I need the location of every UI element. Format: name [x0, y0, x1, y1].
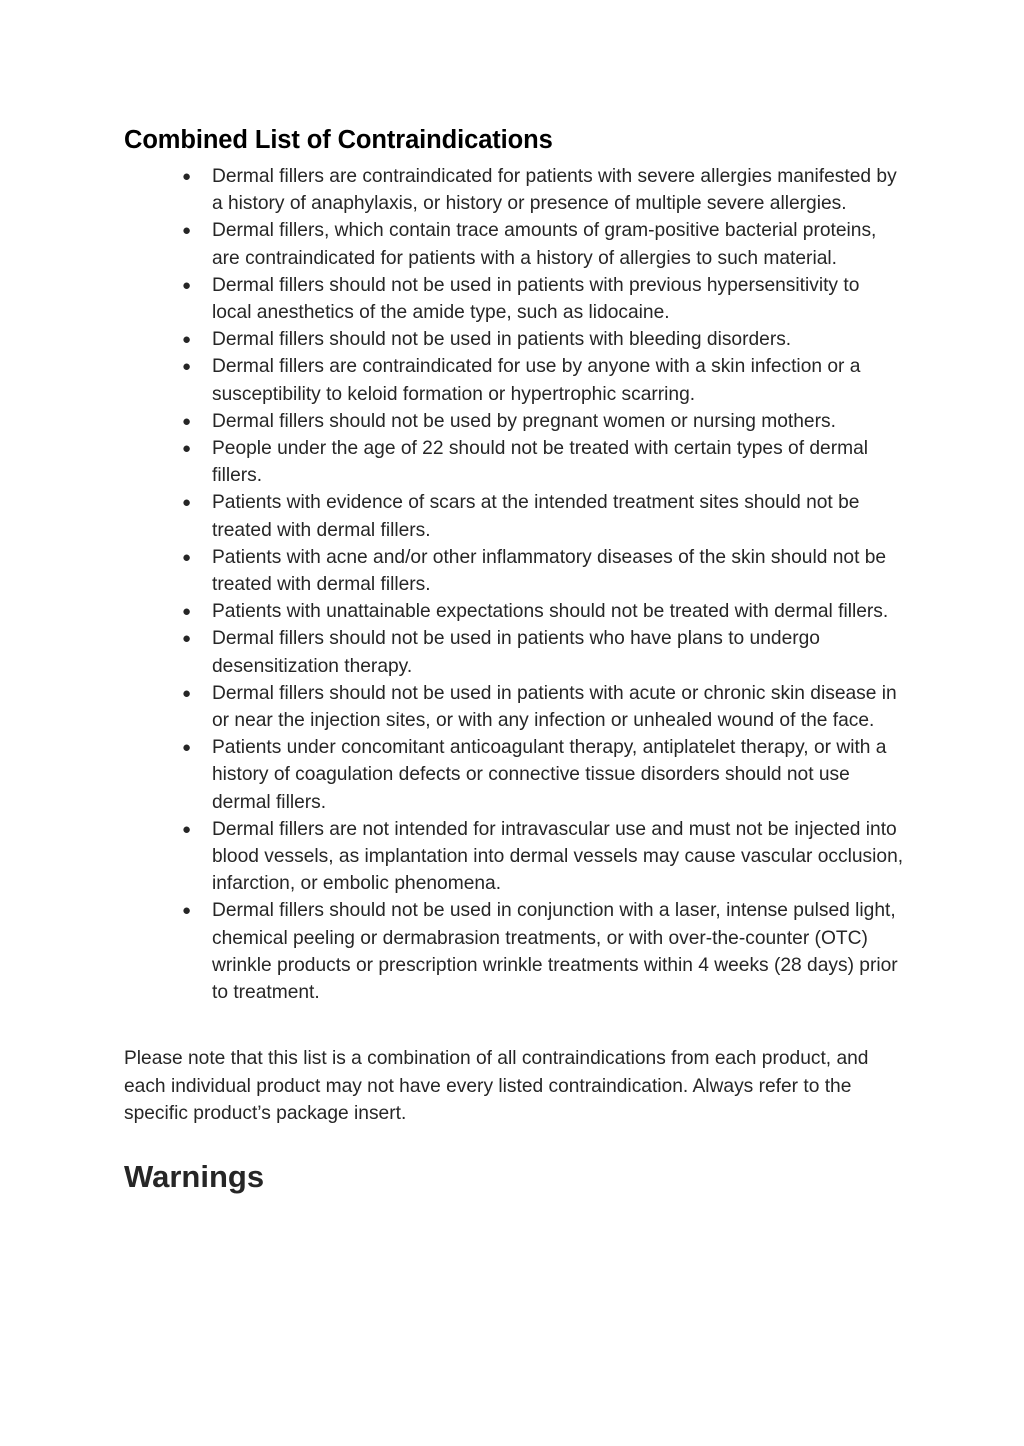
list-item	[124, 435, 904, 489]
bullet-icon: ●	[182, 684, 192, 702]
list-item-text: Patients with acne and/or other inflammatory diseases of the skin should not be treated with dermal fillers.	[212, 546, 887, 596]
bullet-icon: ●	[182, 820, 192, 838]
list-item	[124, 625, 904, 679]
bullet-icon: ●	[182, 222, 192, 240]
list-item-text: Dermal fillers should not be used in conjunction with a laser, intense pulsed light, chemical peeling or dermabrasion treatments, or with over-the-counter (OTC) wrinkle products or prescription wrinkle treatments within 4 weeks (28 days) prior to treatment.	[212, 900, 898, 1004]
contraindications-list	[124, 163, 904, 1006]
contraindications-note: Please note that this list is a combination of all contraindications from each product, and each individual product may not have every listed contraindication. Always refer to the specific product’s package insert.	[124, 1048, 869, 1124]
bullet-icon: ●	[182, 902, 192, 920]
list-item-text: Dermal fillers are not intended for intravascular use and must not be injected into blood vessels, as implantation into dermal vessels may cause vascular occlusion, infarction, or embolic phenomena.	[212, 818, 904, 895]
warnings-heading: Warnings	[124, 1158, 265, 1194]
list-item-text: Dermal fillers should not be used in patients who have plans to undergo desensitization therapy.	[212, 628, 820, 677]
list-item	[124, 734, 904, 816]
document-page	[124, 122, 904, 1197]
list-item-text: Dermal fillers are contraindicated for use by anyone with a skin infection or a susceptibility to keloid formation or hypertrophic scarring.	[212, 356, 861, 405]
list-item	[124, 353, 904, 407]
list-item	[124, 598, 904, 625]
list-item	[124, 680, 904, 734]
bullet-icon: ●	[182, 739, 192, 757]
list-item-text: Dermal fillers should not be used in patients with bleeding disorders.	[212, 329, 792, 351]
list-item-text: Dermal fillers should not be used in patients with acute or chronic skin disease in or near the injection sites, or with any infection or unhealed wound of the face.	[212, 682, 897, 732]
bullet-icon: ●	[182, 412, 192, 430]
list-item	[124, 408, 904, 435]
list-item-text: Patients under concomitant anticoagulant therapy, antiplatelet therapy, or with a history of coagulation defects or connective tissue disorders should not use dermal fillers.	[212, 737, 887, 813]
list-item-text: Dermal fillers are contraindicated for patients with severe allergies manifested by a history of anaphylaxis, or history or presence of multiple severe allergies.	[212, 166, 897, 215]
contraindications-heading: Combined List of Contraindications	[124, 126, 553, 154]
list-item	[124, 897, 904, 1006]
list-item	[124, 272, 904, 326]
list-item	[124, 163, 904, 217]
list-item	[124, 489, 904, 543]
list-item	[124, 544, 904, 598]
list-item	[124, 816, 904, 898]
bullet-icon: ●	[182, 494, 192, 512]
bullet-icon: ●	[182, 358, 192, 376]
bullet-icon: ●	[182, 168, 192, 185]
list-item-text: Patients with unattainable expectations should not be treated with dermal fillers.	[212, 601, 889, 623]
list-item-text: Patients with evidence of scars at the intended treatment sites should not be treated with dermal fillers.	[212, 492, 860, 541]
bullet-icon: ●	[182, 603, 192, 621]
list-item	[124, 217, 904, 271]
bullet-icon: ●	[182, 630, 192, 648]
bullet-icon: ●	[182, 440, 192, 458]
list-item-text: People under the age of 22 should not be treated with certain types of dermal fillers.	[212, 438, 869, 487]
list-item-text: Dermal fillers should not be used by pregnant women or nursing mothers.	[212, 410, 836, 432]
bullet-icon: ●	[182, 548, 192, 566]
list-item	[124, 326, 904, 353]
list-item-text: Dermal fillers, which contain trace amounts of gram-positive bacterial proteins, are contraindicated for patients with a history of allergies to such material.	[212, 220, 877, 269]
list-item-text: Dermal fillers should not be used in patients with previous hypersensitivity to local anesthetics of the amide type, such as lidocaine.	[212, 274, 860, 324]
bullet-icon: ●	[182, 276, 192, 294]
bullet-icon: ●	[182, 331, 192, 349]
